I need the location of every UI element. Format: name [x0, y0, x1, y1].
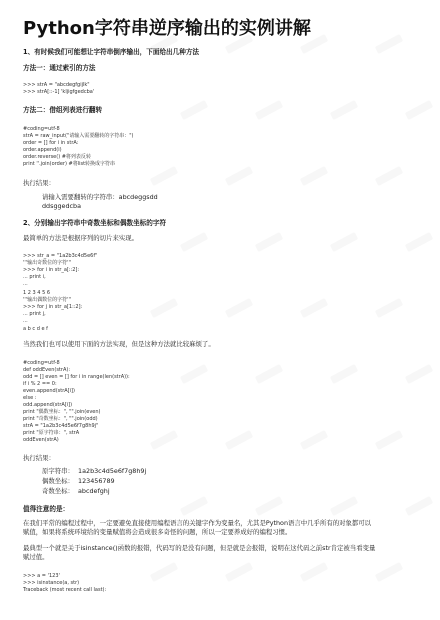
code-line: a b c d e f [23, 326, 48, 332]
code-line: order = [] for i in strA: [23, 140, 79, 146]
paragraph-line: 赋值，如果将系统环境给的变量赋值将会造成很多奇怪的问题，所以一定要养成好的编程习惯。 [23, 528, 292, 536]
watermark-mark [330, 496, 358, 516]
code-line: >>> str_a = "1a2b3c4d5e6f" [23, 253, 98, 259]
watermark-mark [300, 562, 328, 582]
code-line: >>> isinstance(a, str) [23, 580, 80, 586]
result-line: 奇数坐标： abcdefghj [42, 487, 110, 495]
watermark-mark [405, 100, 433, 120]
watermark-mark [225, 562, 253, 582]
watermark-mark [405, 364, 433, 384]
code-line: 1 2 3 4 5 6 [23, 290, 51, 296]
watermark-mark [255, 100, 283, 120]
code-line: '''输出偶数位的字符''' [23, 297, 72, 303]
watermark-mark [330, 100, 358, 120]
code-line: ... print i, [23, 274, 46, 280]
watermark-mark [375, 166, 403, 186]
watermark-mark [300, 298, 328, 318]
code-line: #coding=utf-8 [23, 126, 60, 132]
watermark-mark [150, 166, 178, 186]
watermark-mark [150, 298, 178, 318]
code-line: >>> strA[::-1] 'kljigfgedcba' [23, 89, 95, 95]
code-line: even.append(strA[i]) [23, 388, 75, 394]
code-line: strA = raw_input("请输入需要翻转的字符串：") [23, 133, 134, 139]
code-line: '''输出奇数位的字符''' [23, 260, 72, 266]
section-1-heading: 1、有时候我们可能想让字符串倒序输出，下面给出几种方法 [23, 48, 200, 56]
result-label: 执行结果： [23, 179, 55, 187]
section-2-note: 当然我们也可以使用下面的方法实现，但是这种方法就比较麻烦了。 [23, 340, 215, 348]
watermark-mark [375, 430, 403, 450]
section-3-heading: 值得注意的是： [23, 505, 70, 513]
watermark-mark [330, 232, 358, 252]
code-line: oddEven(strA) [23, 437, 59, 443]
code-line: order.append(i) [23, 147, 62, 153]
watermark-mark [255, 364, 283, 384]
watermark-mark [405, 496, 433, 516]
watermark-mark [225, 298, 253, 318]
paragraph-line: 在我们平常的编程过程中，一定要避免直接使用编程语言的关键字作为变量名，尤其是Python语言中几乎所有的对象都可以 [23, 519, 372, 527]
code-line: else : [23, 395, 37, 401]
code-line: if i % 2 == 0: [23, 381, 57, 387]
code-line: print "奇数坐标：", "".join(odd) [23, 416, 98, 422]
result-line: 请输入需要翻转的字符串：abcdeggsdd [42, 193, 158, 201]
code-line: >>> a = '123' [23, 573, 60, 579]
method-1-label: 方法一：通过索引的方法 [23, 64, 96, 72]
code-line: ... print j, [23, 311, 46, 317]
result-line: 原字符串： 1a2b3c4d5e6f7g8h9j [42, 467, 147, 475]
watermark-mark [375, 562, 403, 582]
watermark-mark [150, 562, 178, 582]
code-line: order.reverse() #将列表反转 [23, 154, 91, 160]
paragraph-line: 赋过值。 [23, 553, 49, 561]
watermark-mark [225, 166, 253, 186]
watermark-mark [180, 100, 208, 120]
watermark-mark [180, 232, 208, 252]
code-line: odd = [] even = [] for i in range(len(strA)): [23, 374, 130, 380]
watermark-mark [300, 166, 328, 186]
code-line: >>> for i in str_a[::2]: [23, 267, 80, 273]
watermark-mark [255, 496, 283, 516]
method-2-label: 方法二：借组列表进行翻转 [23, 106, 103, 114]
section-2-heading: 2、分别输出字符串中奇数坐标和偶数坐标的字符 [23, 219, 167, 227]
result-line: 偶数坐标： 123456789 [42, 477, 115, 485]
watermark-mark [375, 298, 403, 318]
code-line: ... [23, 318, 28, 324]
section-2-intro: 最简单的方法是根据序列的切片来实现。 [23, 234, 139, 242]
watermark-mark [375, 34, 403, 54]
watermark-mark [180, 364, 208, 384]
watermark-mark [180, 496, 208, 516]
code-line: print ''.join(order) #将list转换成字符串 [23, 161, 116, 167]
watermark-mark [255, 232, 283, 252]
code-line: >>> for j in str_a[1::2]: [23, 304, 83, 310]
code-line: strA = "1a2b3c4d5e6f7g8h9j" [23, 423, 99, 429]
result-label: 执行结果： [23, 454, 55, 462]
watermark-mark [300, 430, 328, 450]
code-line: print "原字符串：", strA [23, 430, 80, 436]
code-line: #coding=utf-8 [23, 360, 60, 366]
watermark-mark [405, 232, 433, 252]
watermark-mark [225, 430, 253, 450]
code-line: print "偶数坐标：", "".join(even) [23, 409, 101, 415]
page-title: Python字符串逆序输出的实例讲解 [23, 18, 311, 39]
watermark-mark [150, 430, 178, 450]
code-line: >>> strA = "abcdegfgijlk" [23, 82, 90, 88]
result-line: ddsggedcba [42, 202, 82, 210]
code-line: def oddEven(strA): [23, 367, 70, 373]
paragraph-line: 最典型一个就是关于isinstance()函数的报错，代码写的是没有问题，但是就是会报错，说明在这代码之前str肯定被当看变量 [23, 544, 376, 552]
code-line: ... [23, 281, 28, 287]
code-line: Traceback (most recent call last): [23, 587, 107, 593]
code-line: odd.append(strA[i]) [23, 402, 73, 408]
watermark-mark [330, 364, 358, 384]
